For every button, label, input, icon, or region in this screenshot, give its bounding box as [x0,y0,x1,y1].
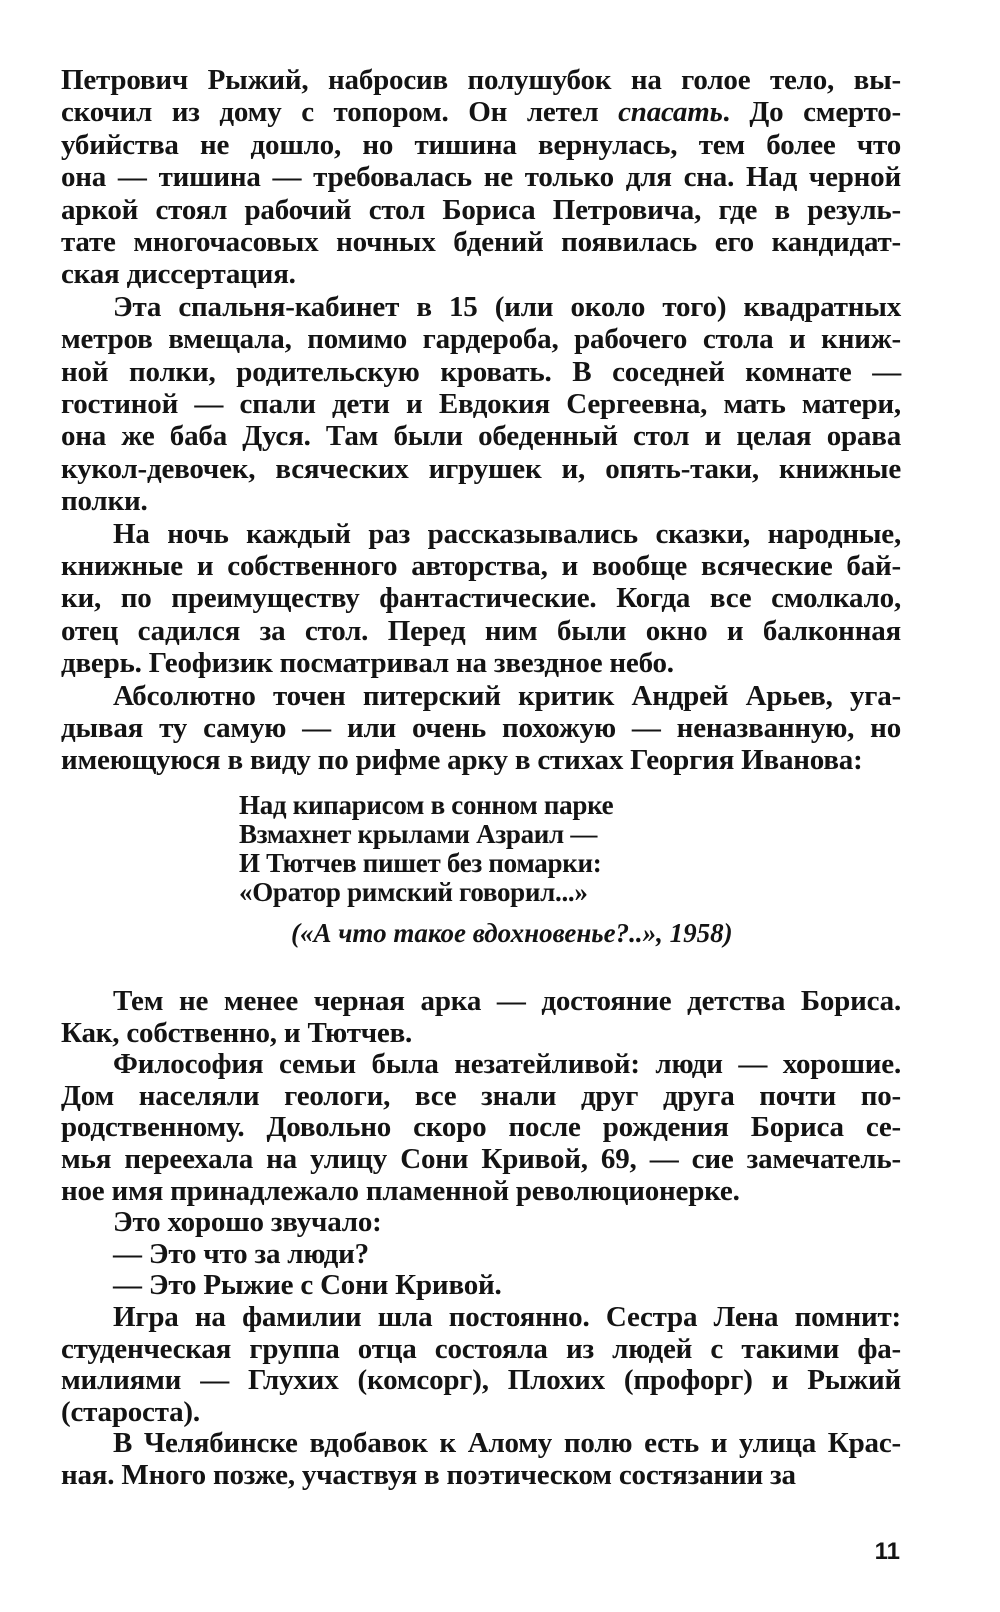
poem-line: «Оратор римский говорил...» [239,877,588,907]
text-line: ки, по преимуществу фантастические. Когда все смолкало, [61,582,901,615]
text-line: (староста). [61,1395,200,1428]
poem-source: («А что такое вдохновенье?..», 1958) [291,918,733,948]
poem-line: Взмахнет крылами Азраил — [239,819,598,849]
text-line: отец садился за стол. Перед ним были окно и балконная [61,614,901,647]
text-line: метров вмещала, помимо гардероба, рабочего стола и книж- [61,323,901,356]
text-line: убийства не дошло, но тишина вернулась, тем более что [61,128,901,161]
text-line: Абсолютно точен питерский критик Андрей Арьев, уга- [113,679,901,712]
text-line: В Челябинске вдобавок к Алому полю есть и улица Крас- [113,1427,901,1460]
text-line: ская диссертация. [61,258,296,291]
text-line: родственному. Довольно скоро после рождения Бориса се- [61,1111,901,1144]
text-line: мья переехала на улицу Сони Кривой, 69, — сие замечатель- [61,1143,901,1175]
text-line: студенческая группа отца состояла из людей с такими фа- [61,1332,901,1365]
text-line: она — тишина — требовалась не только для сна. Над черной [61,161,901,194]
page-number: 11 [874,1538,900,1565]
text-line: ное имя принадлежало пламенной революционерке. [61,1174,740,1207]
text-line: дывая ту самую — или очень похожую — неназванную, но [61,712,901,744]
text-line: ной полки, родительскую кровать. В соседней комнате — [61,355,901,388]
text-line: тате многочасовых ночных бдений появилась его кандидат- [61,226,901,258]
text-line: — Это Рыжие с Сони Кривой. [113,1269,502,1302]
text-line: дверь. Геофизик посматривал на звездное небо. [61,647,674,680]
text-line: ная. Много позже, участвуя в поэтическом состязании за [61,1459,796,1491]
text-line: Это хорошо звучало: [113,1206,382,1239]
text-line: — Это что за люди? [113,1237,369,1270]
text-line: аркой стоял рабочий стол Бориса Петровича, где в резуль- [61,193,901,226]
text-line: имеющуюся в виду по рифме арку в стихах Георгия Иванова: [61,744,863,777]
text-line: книжные и собственного авторства, и вообще всяческие бай- [61,550,901,582]
text-line: Тем не менее черная арка — достояние детства Бориса. [113,985,901,1017]
text-line: кукол-девочек, всяческих игрушек и, опять-таки, книжные [61,452,901,485]
text-line: Эта спальня-кабинет в 15 (или около того) квадратных [113,290,901,323]
text-line: полки. [61,485,148,518]
text-line: Игра на фамилии шла постоянно. Сестра Лена помнит: [113,1301,901,1333]
text-line: Петрович Рыжий, набросив полушубок на голое тело, вы- [61,64,901,96]
text-line: Дом населяли геологи, все знали друг друга почти по- [61,1079,901,1112]
text-line: милиями — Глухих (комсорг), Плохих (профорг) и Рыжий [61,1364,901,1397]
text-line: скочил из дому с топором. Он летел спасать. До смерто- [61,96,901,129]
poem-line: Над кипарисом в сонном парке [239,790,614,820]
text-line: она же баба Дуся. Там были обеденный стол и целая орава [61,420,901,453]
text-line: Философия семьи была незатейливой: люди — хорошие. [113,1048,901,1081]
text-line: гостиной — спали дети и Евдокия Сергеевна, мать матери, [61,388,901,420]
text-line: Как, собственно, и Тютчев. [61,1016,413,1049]
text-line: На ночь каждый раз рассказывались сказки, народные, [113,517,901,550]
poem-line: И Тютчев пишет без помарки: [239,848,602,878]
